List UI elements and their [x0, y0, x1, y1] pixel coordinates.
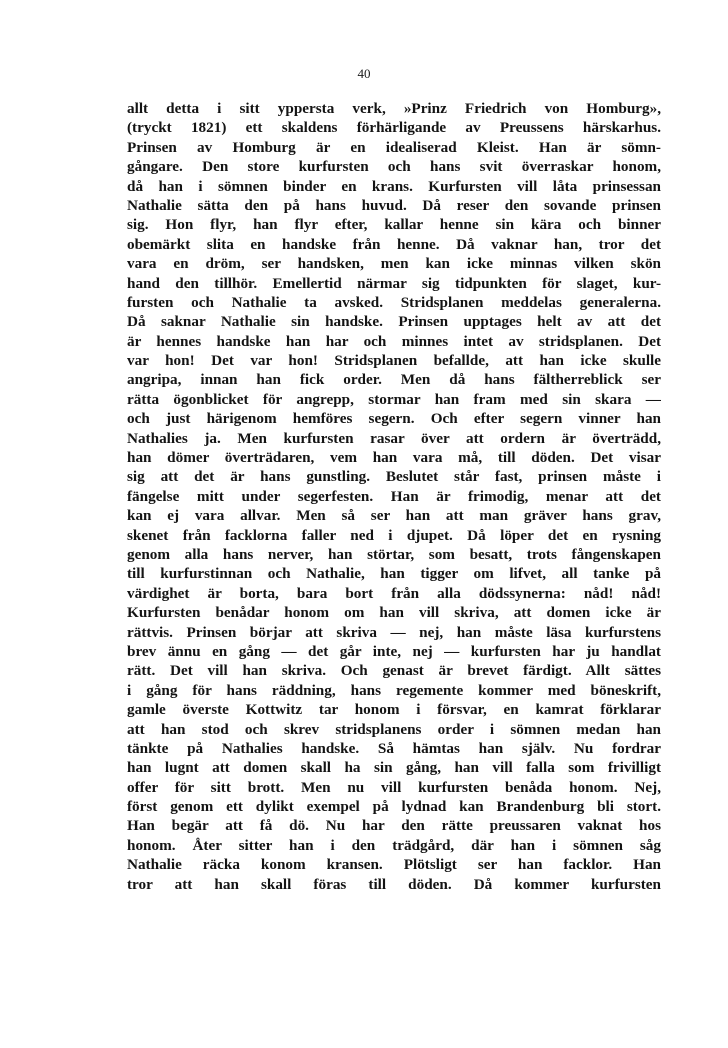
text-line: tänkte på Nathalies handske. Så hämtas han själv. Nu fordrar — [127, 739, 661, 757]
text-line: först genom ett dylikt exempel på lydnad kan Brandenburg bli stort. — [127, 798, 661, 816]
text-line: obemärkt slita en handske från henne. Då vaknar han, tror det — [127, 235, 661, 253]
text-line: Nathalie räcka konom kransen. Plötsligt ser han facklor. Han — [127, 856, 661, 874]
text-line: Nathalie sätta den på hans huvud. Då reser den sovande prinsen — [127, 196, 661, 214]
text-line: är hennes handske han har och minnes intet av stridsplanen. Det — [127, 332, 661, 350]
text-line: att han stod och skrev stridsplanens order i sömnen medan han — [127, 720, 661, 738]
text-line: han dömer överträdaren, vem han vara må, till döden. Det visar — [127, 449, 661, 467]
text-line: fängelse mitt under segerfesten. Han är frimodig, menar att det — [127, 487, 661, 505]
text-line: sig att det är hans gunstling. Beslutet står fast, prinsen måste i — [127, 468, 661, 486]
text-line: hand den tillhör. Emellertid närmar sig tidpunkten för slaget, kur- — [127, 274, 661, 292]
text-line: till kurfurstinnan och Nathalie, han tigger om lifvet, all tanke på — [127, 565, 661, 583]
text-line: han lugnt att domen skall ha sin gång, han vill falla som frivilligt — [127, 759, 661, 777]
text-line: angripa, innan han fick order. Men då hans fältherreblick ser — [127, 371, 661, 389]
body-text — [127, 99, 661, 894]
text-line: skenet från facklorna faller ned i djupet. Då löper det en rysning — [127, 526, 661, 544]
text-line: fursten och Nathalie ta avsked. Stridsplanen meddelas generalerna. — [127, 293, 661, 311]
text-line: Prinsen av Homburg är en idealiserad Kleist. Han är sömn- — [127, 138, 661, 156]
text-line: tror att han skall föras till döden. Då kommer kurfursten — [127, 875, 661, 893]
text-line: Kurfursten benådar honom om han vill skriva, att domen icke är — [127, 604, 661, 622]
text-line: allt detta i sitt yppersta verk, »Prinz Friedrich von Homburg», — [127, 100, 661, 117]
text-line: då han i sömnen binder en krans. Kurfursten vill låta prinsessan — [127, 177, 661, 195]
text-line: sig. Hon flyr, han flyr efter, kallar henne sin kära och binner — [127, 216, 661, 234]
text-line: (tryckt 1821) ett skaldens förhärligande av Preussens härskarhus. — [127, 119, 661, 137]
page-number: 40 — [357, 66, 371, 81]
text-line: rätta ögonblicket för angrepp, stormar han fram med sin skara — — [127, 390, 661, 408]
text-line: Han begär att få dö. Nu har den rätte preussaren vaknat hos — [127, 817, 661, 835]
text-line: Då saknar Nathalie sin handske. Prinsen upptages helt av att det — [127, 313, 661, 331]
text-line: rättvis. Prinsen börjar att skriva — nej, han måste läsa kurfurstens — [127, 623, 661, 641]
text-line: värdighet är borta, bara bort från alla dödssynerna: nåd! nåd! — [127, 584, 661, 602]
text-line: gamle överste Kottwitz tar honom i försvar, en kamrat förklarar — [127, 701, 661, 719]
text-line: kan ej vara allvar. Men så ser han att man gräver hans grav, — [127, 507, 661, 525]
text-line: honom. Åter sitter han i den trädgård, där han i sömnen såg — [127, 836, 661, 854]
text-line: genom alla hans nerver, han störtar, som besatt, trots fångenskapen — [127, 545, 661, 563]
text-line: offer för sitt brott. Men nu vill kurfursten benåda honom. Nej, — [127, 778, 661, 796]
text-line: var hon! Det var hon! Stridsplanen befallde, att han icke skulle — [127, 352, 661, 370]
text-line: brev ännu en gång — det går inte, nej — kurfursten har ju handlat — [127, 642, 661, 660]
text-line: Nathalies ja. Men kurfursten rasar över att ordern är överträdd, — [127, 429, 661, 447]
text-line: gångare. Den store kurfursten och hans svit överraskar honom, — [127, 158, 661, 176]
text-line: vara en dröm, ser handsken, men kan icke minnas vilken skön — [127, 255, 661, 273]
text-line: i gång för hans räddning, hans regemente kommer med böneskrift, — [127, 681, 661, 699]
text-line: och just härigenom hemföres segern. Och efter segern vinner han — [127, 410, 661, 428]
text-line: rätt. Det vill han skriva. Och genast är brevet färdigt. Allt sättes — [127, 662, 661, 680]
